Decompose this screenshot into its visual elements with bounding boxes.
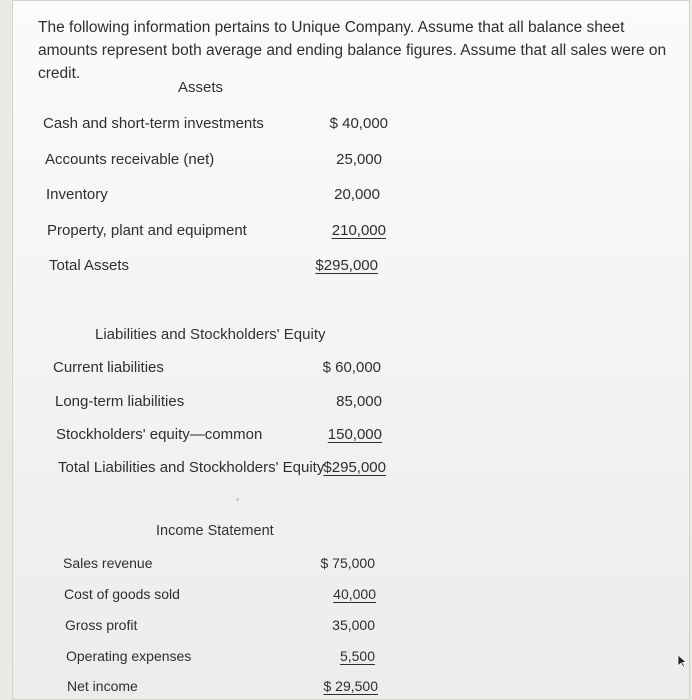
row-label: Cost of goods sold — [64, 586, 180, 602]
row-label: Net income — [67, 678, 138, 694]
row-label: Property, plant and equipment — [47, 222, 247, 239]
speck — [236, 498, 239, 501]
pointer-cursor-icon — [677, 654, 687, 668]
assets-heading: Assets — [178, 79, 224, 96]
row-amount: 20,000 — [334, 186, 380, 203]
row-amount: 25,000 — [336, 151, 382, 168]
row-amount: 85,000 — [336, 393, 382, 410]
assets-row-ppe — [47, 222, 418, 242]
assets-row-inventory — [46, 186, 418, 206]
row-amount: 150,000 — [327, 426, 382, 443]
income-row-cogs — [64, 586, 413, 606]
problem-intro-text: The following information pertains to Unique Company. Assume that all balance sheet amounts represent both average and ending balance figures. Assume that all sales were on credit. — [38, 19, 667, 82]
income-row-sales — [63, 555, 413, 575]
assets-row-receivables — [45, 151, 418, 171]
row-label: Long-term liabilities — [55, 393, 185, 410]
row-label: Operating expenses — [66, 648, 192, 664]
row-label: Accounts receivable (net) — [45, 151, 215, 168]
row-label: Inventory — [46, 186, 108, 203]
assets-row-total — [49, 257, 418, 277]
income-heading: Income Statement — [156, 523, 274, 539]
row-amount: 210,000 — [331, 222, 386, 239]
row-amount: $ 75,000 — [320, 555, 375, 571]
liabilities-row-longterm — [55, 393, 418, 413]
row-amount: $295,000 — [323, 459, 386, 476]
row-label: Current liabilities — [53, 359, 164, 376]
row-label: Total Assets — [49, 257, 130, 274]
liabilities-row-total — [58, 459, 418, 479]
row-amount: $ 40,000 — [329, 115, 388, 132]
row-amount: $ 29,500 — [323, 678, 378, 694]
row-amount: 40,000 — [333, 586, 376, 602]
row-label: Gross profit — [65, 617, 138, 633]
row-label: Total Liabilities and Stockholders' Equity — [58, 459, 325, 476]
row-amount: 35,000 — [332, 617, 375, 633]
income-row-gross-profit — [65, 617, 413, 637]
liabilities-row-current — [53, 359, 418, 379]
row-amount: $ 60,000 — [322, 359, 381, 376]
liabilities-heading: Liabilities and Stockholders' Equity — [95, 326, 326, 343]
liabilities-row-equity — [56, 426, 418, 446]
row-amount: $295,000 — [315, 257, 378, 274]
income-row-operating-expenses — [66, 648, 413, 668]
income-row-net-income — [67, 678, 413, 698]
row-label: Stockholders' equity—common — [56, 426, 263, 443]
row-label: Cash and short-term investments — [43, 115, 264, 132]
assets-row-cash — [43, 115, 418, 135]
row-amount: 5,500 — [339, 648, 375, 664]
row-label: Sales revenue — [63, 555, 153, 571]
